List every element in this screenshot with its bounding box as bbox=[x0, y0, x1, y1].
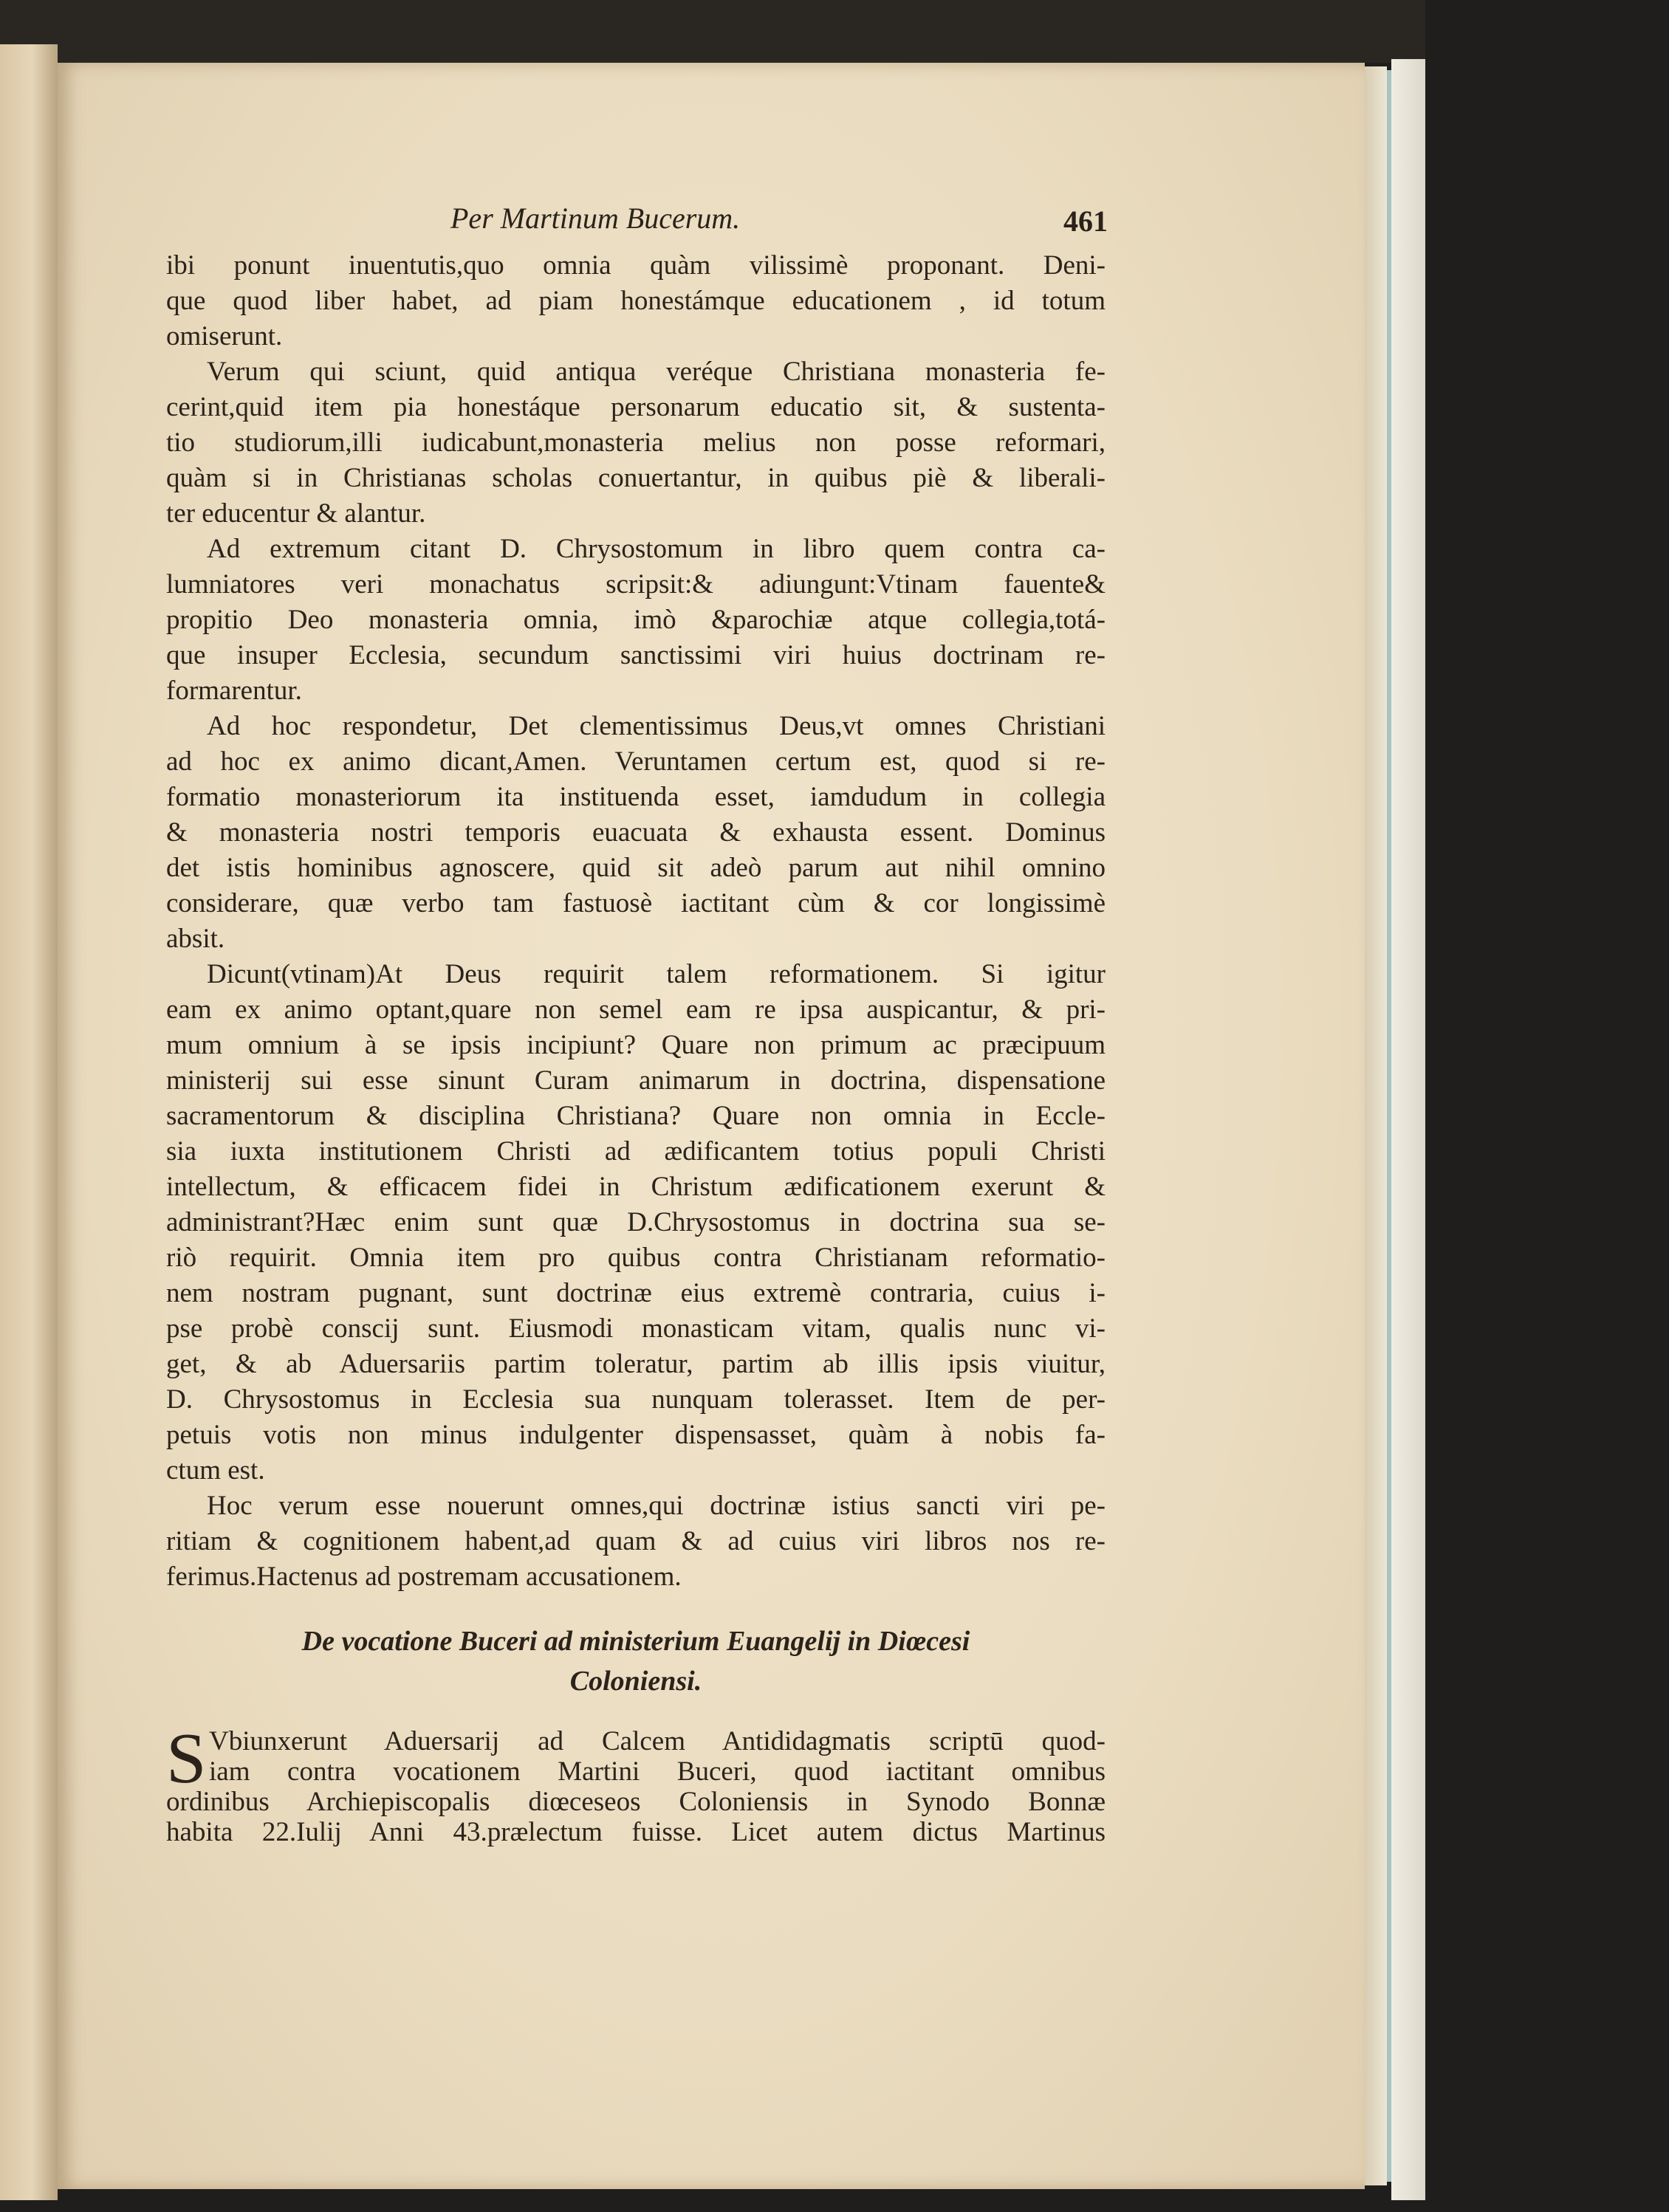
section-heading bbox=[166, 1621, 1106, 1701]
body-text bbox=[166, 248, 1106, 1595]
text-line: Ad extremum citant D. Chrysostomum in libro quem contra ca- bbox=[207, 534, 1106, 564]
text-line: formatio monasteriorum ita instituenda esset, iamdudum in collegia bbox=[166, 782, 1106, 812]
text-line: riò requirit. Omnia item pro quibus contra Christianam reformatio- bbox=[166, 1243, 1106, 1273]
text-line: Verum qui sciunt, quid antiqua veréque Christiana monasteria fe- bbox=[207, 357, 1106, 387]
text-line: ministerij sui esse sinunt Curam animarum in doctrina, dispensatione bbox=[166, 1065, 1106, 1096]
final-paragraph bbox=[166, 1719, 1106, 1847]
page-number: 461 bbox=[1063, 205, 1108, 238]
text-line: ordinibus Archiepiscopalis diœceseos Coloniensis in Synodo Bonnæ bbox=[166, 1787, 1106, 1817]
text-line: ferimus.Hactenus ad postremam accusationem. bbox=[166, 1562, 682, 1592]
text-line: ter educentur & alantur. bbox=[166, 498, 426, 529]
running-title: Per Martinum Bucerum. bbox=[450, 202, 741, 235]
text-line: administrant?Hæc enim sunt quæ D.Chrysostomus in doctrina sua se- bbox=[166, 1207, 1106, 1237]
drop-cap: S bbox=[166, 1719, 207, 1799]
text-line: propitio Deo monasteria omnia, imò &parochiæ atque collegia,totá- bbox=[166, 605, 1106, 635]
text-line: ad hoc ex animo dicant,Amen. Veruntamen certum est, quod si re- bbox=[166, 746, 1106, 777]
text-line: pse probè conscij sunt. Eiusmodi monasticam vitam, qualis nunc vi- bbox=[166, 1313, 1106, 1344]
running-header bbox=[166, 201, 1108, 245]
text-line: omiserunt. bbox=[166, 321, 283, 351]
text-line: iam contra vocationem Martini Buceri, quod iactitant omnibus bbox=[209, 1756, 1106, 1787]
section-heading-line: Coloniensi. bbox=[569, 1666, 702, 1697]
text-line: eam ex animo optant,quare non semel eam re ipsa auspicantur, & pri- bbox=[166, 995, 1106, 1025]
text-line: Ad hoc respondetur, Det clementissimus Deus,vt omnes Christiani bbox=[207, 711, 1106, 741]
text-line: nem nostram pugnant, sunt doctrinæ eius extremè contraria, cuius i- bbox=[166, 1278, 1106, 1308]
page-block-edge bbox=[1365, 66, 1387, 2185]
text-line: habita 22.Iulij Anni 43.prælectum fuisse. Licet autem dictus Martinus bbox=[166, 1817, 1106, 1847]
text-line: Dicunt(vtinam)At Deus requirit talem reformationem. Si igitur bbox=[207, 959, 1106, 989]
text-line: D. Chrysostomus in Ecclesia sua nunquam tolerasset. Item de per- bbox=[166, 1384, 1106, 1415]
text-line: Hoc verum esse nouerunt omnes,qui doctrinæ istius sancti viri pe- bbox=[207, 1491, 1106, 1521]
section-heading-line: De vocatione Buceri ad ministerium Euangelij in Diœcesi bbox=[301, 1626, 970, 1657]
text-line: get, & ab Aduersariis partim toleratur, partim ab illis ipsis viuitur, bbox=[166, 1349, 1106, 1379]
text-line: ritiam & cognitionem habent,ad quam & ad cuius viri libros nos re- bbox=[166, 1526, 1106, 1556]
text-line: intellectum, & efficacem fidei in Christum ædificationem exerunt & bbox=[166, 1172, 1106, 1202]
text-line: sia iuxta institutionem Christi ad ædificantem totius populi Christi bbox=[166, 1136, 1106, 1167]
text-line: absit. bbox=[166, 924, 225, 954]
facing-page-edge bbox=[0, 44, 58, 2200]
text-line: considerare, quæ verbo tam fastuosè iactitant cùm & cor longissimè bbox=[166, 888, 1106, 918]
text-line: quàm si in Christianas scholas conuertantur, in quibus piè & liberali- bbox=[166, 463, 1106, 493]
text-line: ctum est. bbox=[166, 1455, 265, 1485]
text-line: det istis hominibus agnoscere, quid sit adeò parum aut nihil omnino bbox=[166, 853, 1106, 883]
book-cover-edge bbox=[1391, 59, 1425, 2200]
text-line: que quod liber habet, ad piam honestámque educationem , id totum bbox=[166, 286, 1106, 316]
text-line: lumniatores veri monachatus scripsit:& adiungunt:Vtinam fauente& bbox=[166, 569, 1106, 600]
text-line: tio studiorum,illi iudicabunt,monasteria melius non posse reformari, bbox=[166, 427, 1106, 458]
text-line: mum omnium à se ipsis incipiunt? Quare non primum ac præcipuum bbox=[166, 1030, 1106, 1060]
scan-background-top bbox=[0, 0, 1425, 63]
text-line: Vbiunxerunt Aduersarij ad Calcem Antididagmatis scriptū quod- bbox=[209, 1726, 1106, 1756]
text-line: ibi ponunt inuentutis,quo omnia quàm vilissimè proponant. Deni- bbox=[166, 250, 1106, 281]
text-line: formarentur. bbox=[166, 676, 302, 706]
text-line: sacramentorum & disciplina Christiana? Quare non omnia in Eccle- bbox=[166, 1101, 1106, 1131]
text-line: petuis votis non minus indulgenter dispensasset, quàm à nobis fa- bbox=[166, 1420, 1106, 1450]
text-line: que insuper Ecclesia, secundum sanctissimi viri huius doctrinam re- bbox=[166, 640, 1106, 670]
text-line: cerint,quid item pia honestáque personarum educatio sit, & sustenta- bbox=[166, 392, 1106, 422]
text-line: & monasteria nostri temporis euacuata & exhausta essent. Dominus bbox=[166, 817, 1106, 848]
